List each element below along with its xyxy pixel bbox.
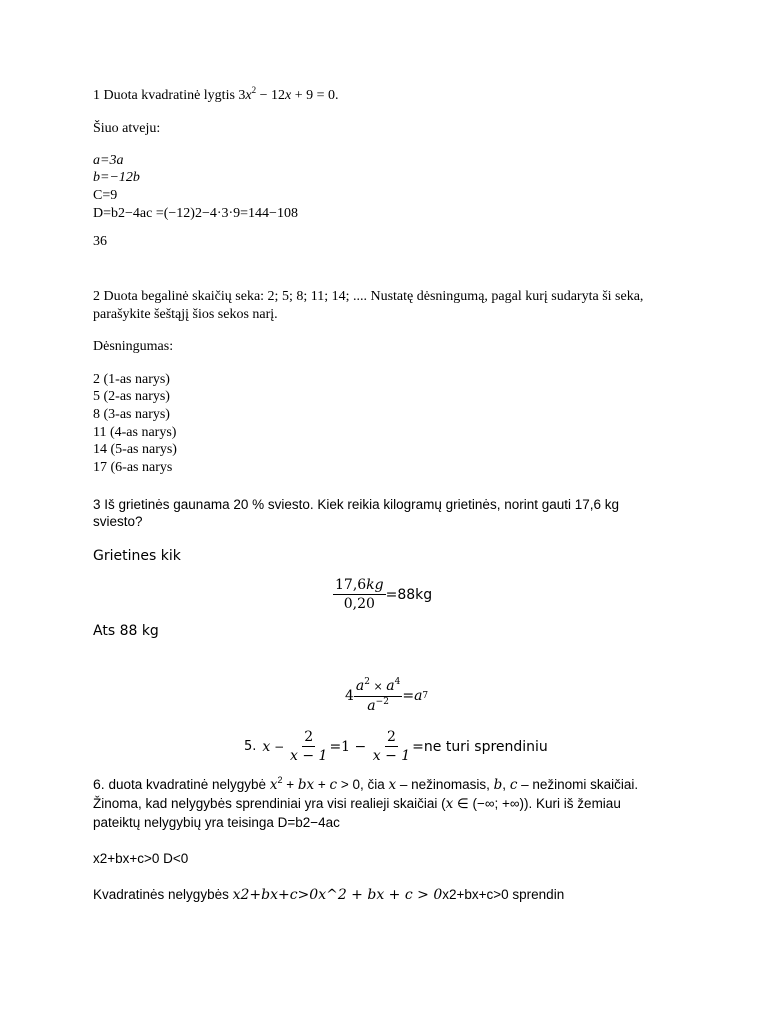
sequence-item: 2 (1-as narys)	[93, 372, 170, 387]
task5-label: 5.	[244, 739, 257, 754]
task3-denominator: 0,20	[343, 596, 375, 612]
task3-result: =88kg	[385, 586, 433, 603]
task2-line2: parašykite šeštąjį šios sekos narį.	[93, 307, 278, 322]
task3-line2: sviesto?	[93, 514, 143, 529]
task3-numerator: 17,6	[335, 577, 367, 593]
sequence-item: 17 (6-as narys	[93, 460, 173, 475]
task6-line2: Žinoma, kad nelygybės sprendiniai yra visi realieji skaičiai (x ∈ (−∞; +∞)). Kuri iš žemiau	[93, 796, 621, 812]
task6-line1: 6. duota kvadratinė nelygybė $x^2$ + bx + c > 0, čia x – nežinomasis, b, c – nežinomi skaičiai.	[93, 775, 639, 793]
task1-suffix: − 12	[256, 88, 286, 103]
task4-coefficient: 4	[345, 688, 354, 704]
task4-result-base: a	[414, 688, 423, 704]
task2-line1: 2 Duota begalinė skaičių seka: 2; 5; 8; 11; 14; .... Nustatę dėsningumą, pagal kurį sudaryta ši seka,	[93, 289, 644, 304]
task1-result: 36	[93, 234, 107, 249]
task3-numerator-unit: kg	[366, 577, 384, 593]
task4-equals: =	[402, 688, 415, 704]
task6-condition: x2+bx+c>0 D<0	[93, 851, 189, 866]
task1-case: Šiuo atveju:	[93, 121, 161, 136]
task2-label: Dėsningumas:	[93, 339, 174, 354]
task5-fraction-right: $\frac{2}{x - 1}$	[372, 729, 411, 764]
task1-a: a=3a	[93, 153, 124, 168]
task4-equation: 4 $\frac{a^2 \times a^4}{a^{-2}}$ = a 7	[345, 677, 429, 714]
sequence-item: 14 (5-as narys)	[93, 442, 177, 457]
task5-equation: 5. x − $\frac{2}{x - 1}$ =1 − $\frac{2}{x - 1}$ =ne turi sprendiniu	[244, 729, 548, 764]
task3-fraction	[333, 577, 386, 612]
task3-line1: 3 Iš grietinės gaunama 20 % sviesto. Kiek reikia kilogramų grietinės, norint gauti 17,6 kg	[93, 497, 620, 512]
task6-last-line: Kvadratinės nelygybės x2+bx+c>0x^2 + bx + c > 0x2+bx+c>0 sprendin	[93, 887, 565, 903]
task5-fraction-left: $\frac{2}{x - 1}$	[290, 729, 328, 764]
sequence-item: 5 (2-as narys)	[93, 389, 170, 404]
task1-equation	[93, 87, 339, 104]
task6-line3: pateiktų nelygybių yra teisinga D=b2−4ac	[93, 815, 340, 830]
task1-exponent: 2	[251, 85, 257, 95]
task1-tail: + 9 = 0.	[291, 88, 339, 103]
sequence-item: 8 (3-as narys)	[93, 407, 170, 422]
sequence-item: 11 (4-as narys)	[93, 425, 177, 440]
task1-prefix: 1 Duota kvadratinė lygtis 3	[93, 88, 246, 103]
task1-b: b=−12b	[93, 170, 140, 185]
task1-var-x2: x	[285, 88, 292, 103]
task1-c: C=9	[93, 188, 118, 203]
task3-answer: Ats 88 kg	[93, 623, 159, 639]
task3-heading: Grietines kik	[93, 548, 181, 564]
task1-var-x: x	[245, 88, 252, 103]
task3-fraction-equation	[333, 577, 432, 612]
task4-fraction: $\frac{a^2 \times a^4}{a^{-2}}$	[355, 677, 401, 714]
task5-result: =ne turi sprendiniu	[412, 738, 548, 755]
task1-d: D=b2−4ac =(−12)2−4·3·9=144−108	[93, 206, 298, 221]
